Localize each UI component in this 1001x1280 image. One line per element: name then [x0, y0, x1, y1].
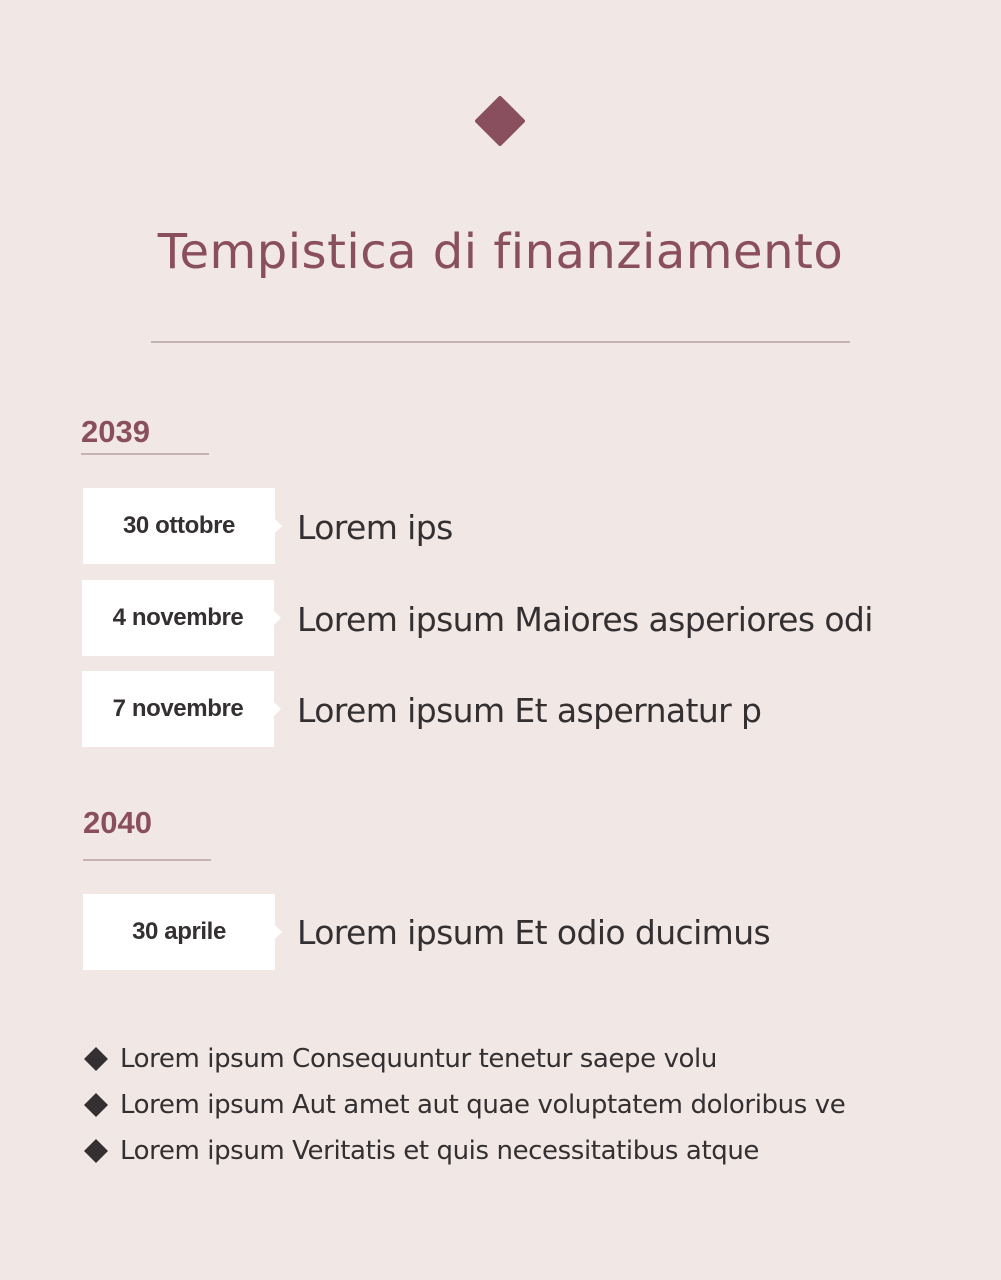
page-title: Tempistica di finanziamento — [157, 224, 844, 280]
list-item — [82, 1041, 717, 1077]
diamond-bullet-icon — [82, 1137, 110, 1165]
event-description: Lorem ipsum Et odio ducimus — [297, 913, 771, 952]
year-divider — [81, 453, 209, 455]
date-badge — [83, 488, 275, 564]
date-label: 4 novembre — [112, 604, 244, 631]
event-description: Lorem ipsum Et aspernatur p — [297, 691, 762, 730]
list-item — [82, 1133, 759, 1169]
event-description: Lorem ips — [297, 508, 453, 547]
note-text: Lorem ipsum Aut amet aut quae voluptatem doloribus ve — [120, 1090, 846, 1120]
event-description: Lorem ipsum Maiores asperiores odi — [297, 600, 873, 639]
date-badge — [82, 671, 274, 747]
year-heading-2040: 2040 — [83, 805, 152, 840]
date-label: 30 ottobre — [122, 512, 236, 539]
date-label: 7 novembre — [112, 695, 244, 722]
title-divider — [151, 341, 850, 343]
diamond-icon — [475, 96, 525, 146]
year-divider — [83, 859, 211, 861]
list-item — [82, 1087, 845, 1123]
diamond-bullet-icon — [82, 1045, 110, 1073]
year-heading-2039: 2039 — [81, 414, 150, 449]
note-text: Lorem ipsum Veritatis et quis necessitatibus atque — [120, 1136, 760, 1166]
date-badge — [83, 894, 275, 970]
date-label: 30 aprile — [132, 918, 226, 945]
note-text: Lorem ipsum Consequuntur tenetur saepe volu — [120, 1044, 717, 1074]
date-badge — [82, 580, 274, 656]
diamond-bullet-icon — [82, 1091, 110, 1119]
